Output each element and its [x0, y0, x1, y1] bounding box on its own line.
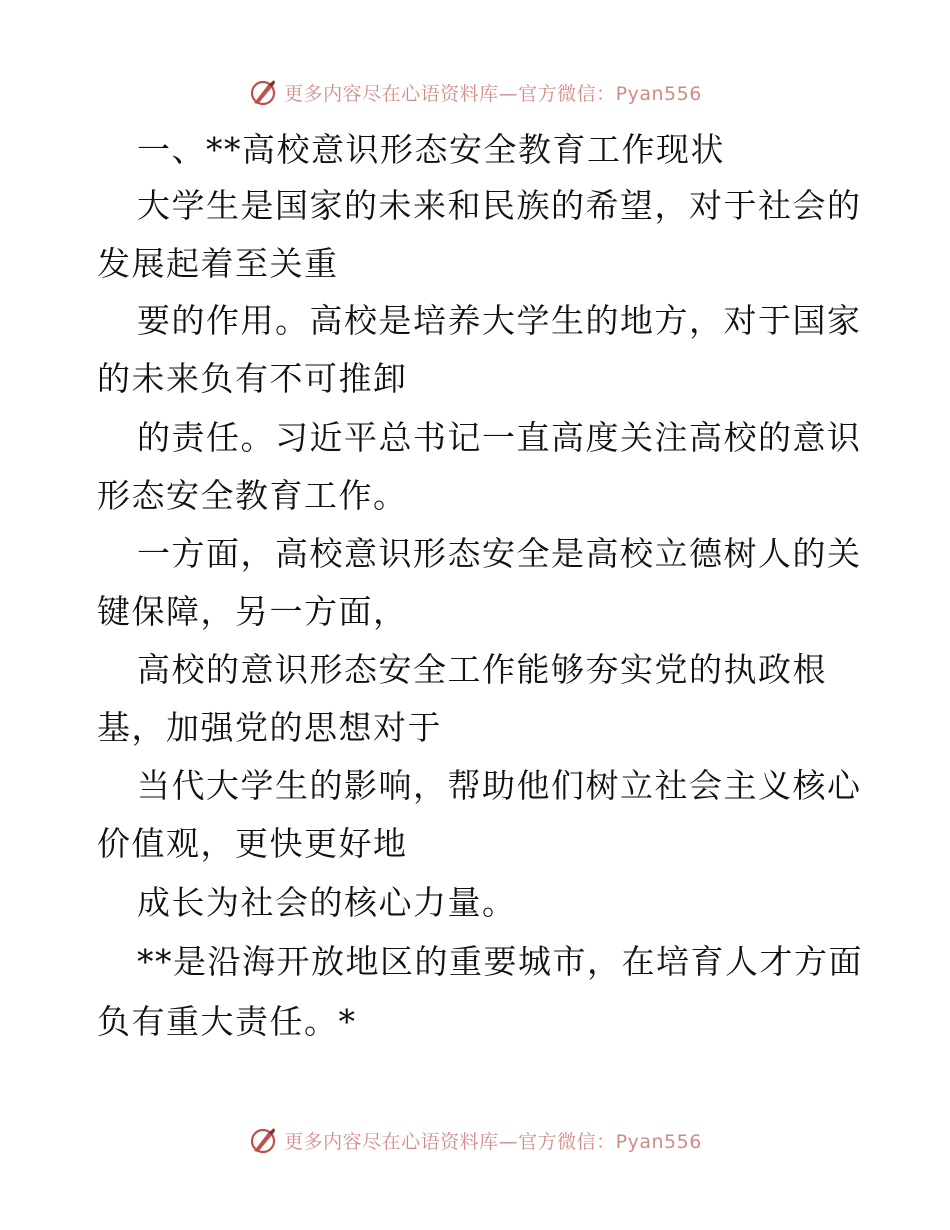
- paragraph-line: 一方面，高校意识形态安全是高校立德树人的关: [137, 534, 862, 573]
- paragraph-line: 要的作用。高校是培养大学生的地方，对于国家: [137, 301, 862, 340]
- paragraph-line: 价值观，更快更好地: [97, 824, 408, 863]
- paragraph-line: 发展起着至关重: [97, 244, 339, 283]
- paragraph-line: 的责任。习近平总书记一直高度关注高校的意识: [137, 418, 862, 457]
- paragraph-line: 基，加强党的思想对于: [97, 708, 442, 747]
- header-watermark: [0, 72, 950, 112]
- watermark-text: 更多内容尽在心语资料库—官方微信：Pyan556: [284, 82, 702, 105]
- paragraph-line: 的未来负有不可推卸: [97, 359, 408, 398]
- paragraph-line: 形态安全教育工作。: [97, 476, 408, 515]
- section-heading: 一、**高校意识形态安全教育工作现状: [137, 130, 725, 169]
- paragraph-line: 高校的意识形态安全工作能够夯实党的执政根: [137, 650, 827, 689]
- quill-pen-seal-icon: [248, 77, 278, 107]
- paragraph-line: 键保障，另一方面，: [97, 592, 408, 631]
- paragraph-line: **是沿海开放地区的重要城市，在培育人才方面: [137, 942, 863, 981]
- paragraph-line: 大学生是国家的未来和民族的希望，对于社会的: [137, 186, 862, 225]
- footer-watermark: [0, 1120, 950, 1160]
- paragraph-line: 负有重大责任。*: [97, 1002, 357, 1041]
- paragraph-line: 当代大学生的影响，帮助他们树立社会主义核心: [137, 766, 862, 805]
- watermark-text: 更多内容尽在心语资料库—官方微信：Pyan556: [284, 1130, 702, 1153]
- quill-pen-seal-icon: [248, 1125, 278, 1155]
- paragraph-line: 成长为社会的核心力量。: [137, 883, 517, 922]
